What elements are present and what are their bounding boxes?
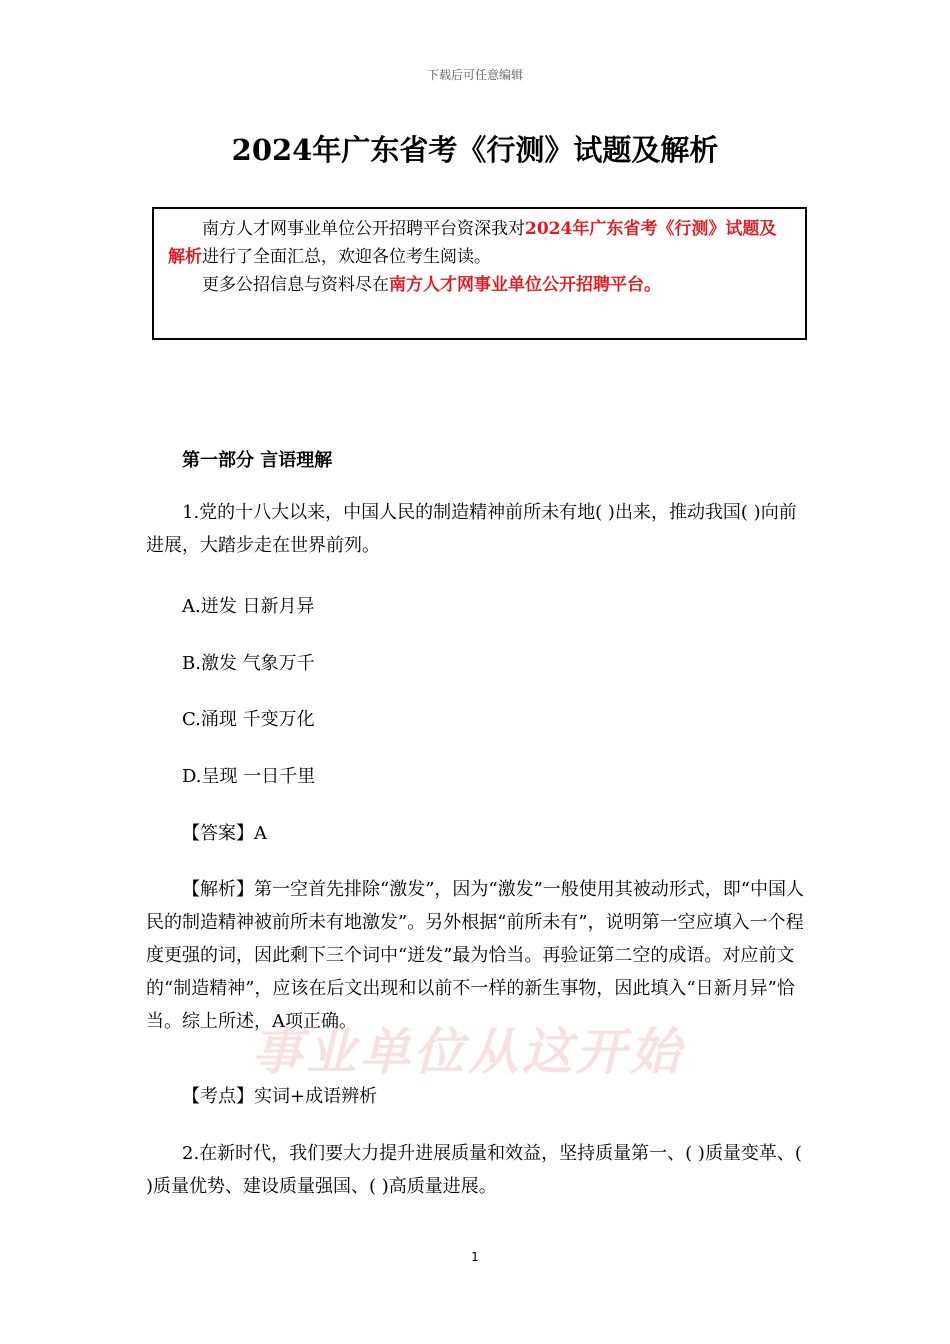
question-1-stem: 1.党的十八大以来，中国人民的制造精神前所未有地( )出来，推动我国( )向前进展，大踏步走在世界前列。	[146, 502, 797, 556]
question-1-keypoint: 【考点】实词+成语辨析	[182, 1086, 378, 1107]
question-1-option-c: C.涌现 千变万化	[182, 709, 315, 730]
header-note: 下载后可任意编辑	[426, 68, 523, 82]
intro-text: 进行了全面汇总，欢迎各位考生阅读。	[202, 247, 491, 267]
watermark: 事业单位从这开始	[252, 1023, 684, 1081]
question-1-answer: 【答案】A	[182, 823, 267, 844]
question-2-stem: 2.在新时代，我们要大力提升进展质量和效益，坚持质量第一、( )质量变革、( )质量优势、建设质量强国、( )高质量进展。	[146, 1143, 802, 1197]
document-title: 2024年广东省考《行测》试题及解析	[231, 133, 719, 167]
section-heading: 第一部分 言语理解	[182, 450, 333, 471]
question-1-option-d: D.呈现 一日千里	[182, 766, 316, 787]
intro-paragraph-2	[168, 271, 793, 299]
question-1-analysis: 【解析】第一空首先排除“激发”，因为“激发”一般使用其被动形式，即“中国人民的制造精神被前所未有地激发”。另外根据“前所未有”，说明第一空应填入一个程度更强的词，因此剩下三个词中“迸发”最为恰当。再验证第二空的成语。对应前文的“制造精神”，应该在后文出现和以前不一样的新生事物，因此填入“日新月异”恰当。综上所述，A项正确。	[146, 879, 805, 1032]
intro-box	[152, 207, 807, 340]
question-1-option-b: B.激发 气象万千	[182, 653, 315, 674]
intro-highlight: 南方人才网事业单位公开招聘平台。	[389, 275, 661, 295]
intro-highlight: 2024年广东省考《行测》试题及解析	[168, 219, 777, 267]
question-1-option-a: A.迸发 日新月异	[182, 596, 315, 617]
intro-text: 更多公招信息与资料尽在	[202, 275, 389, 295]
page-number: 1	[471, 1250, 479, 1264]
intro-paragraph-1	[168, 215, 793, 271]
intro-text: 南方人才网事业单位公开招聘平台资深我对	[202, 219, 525, 239]
